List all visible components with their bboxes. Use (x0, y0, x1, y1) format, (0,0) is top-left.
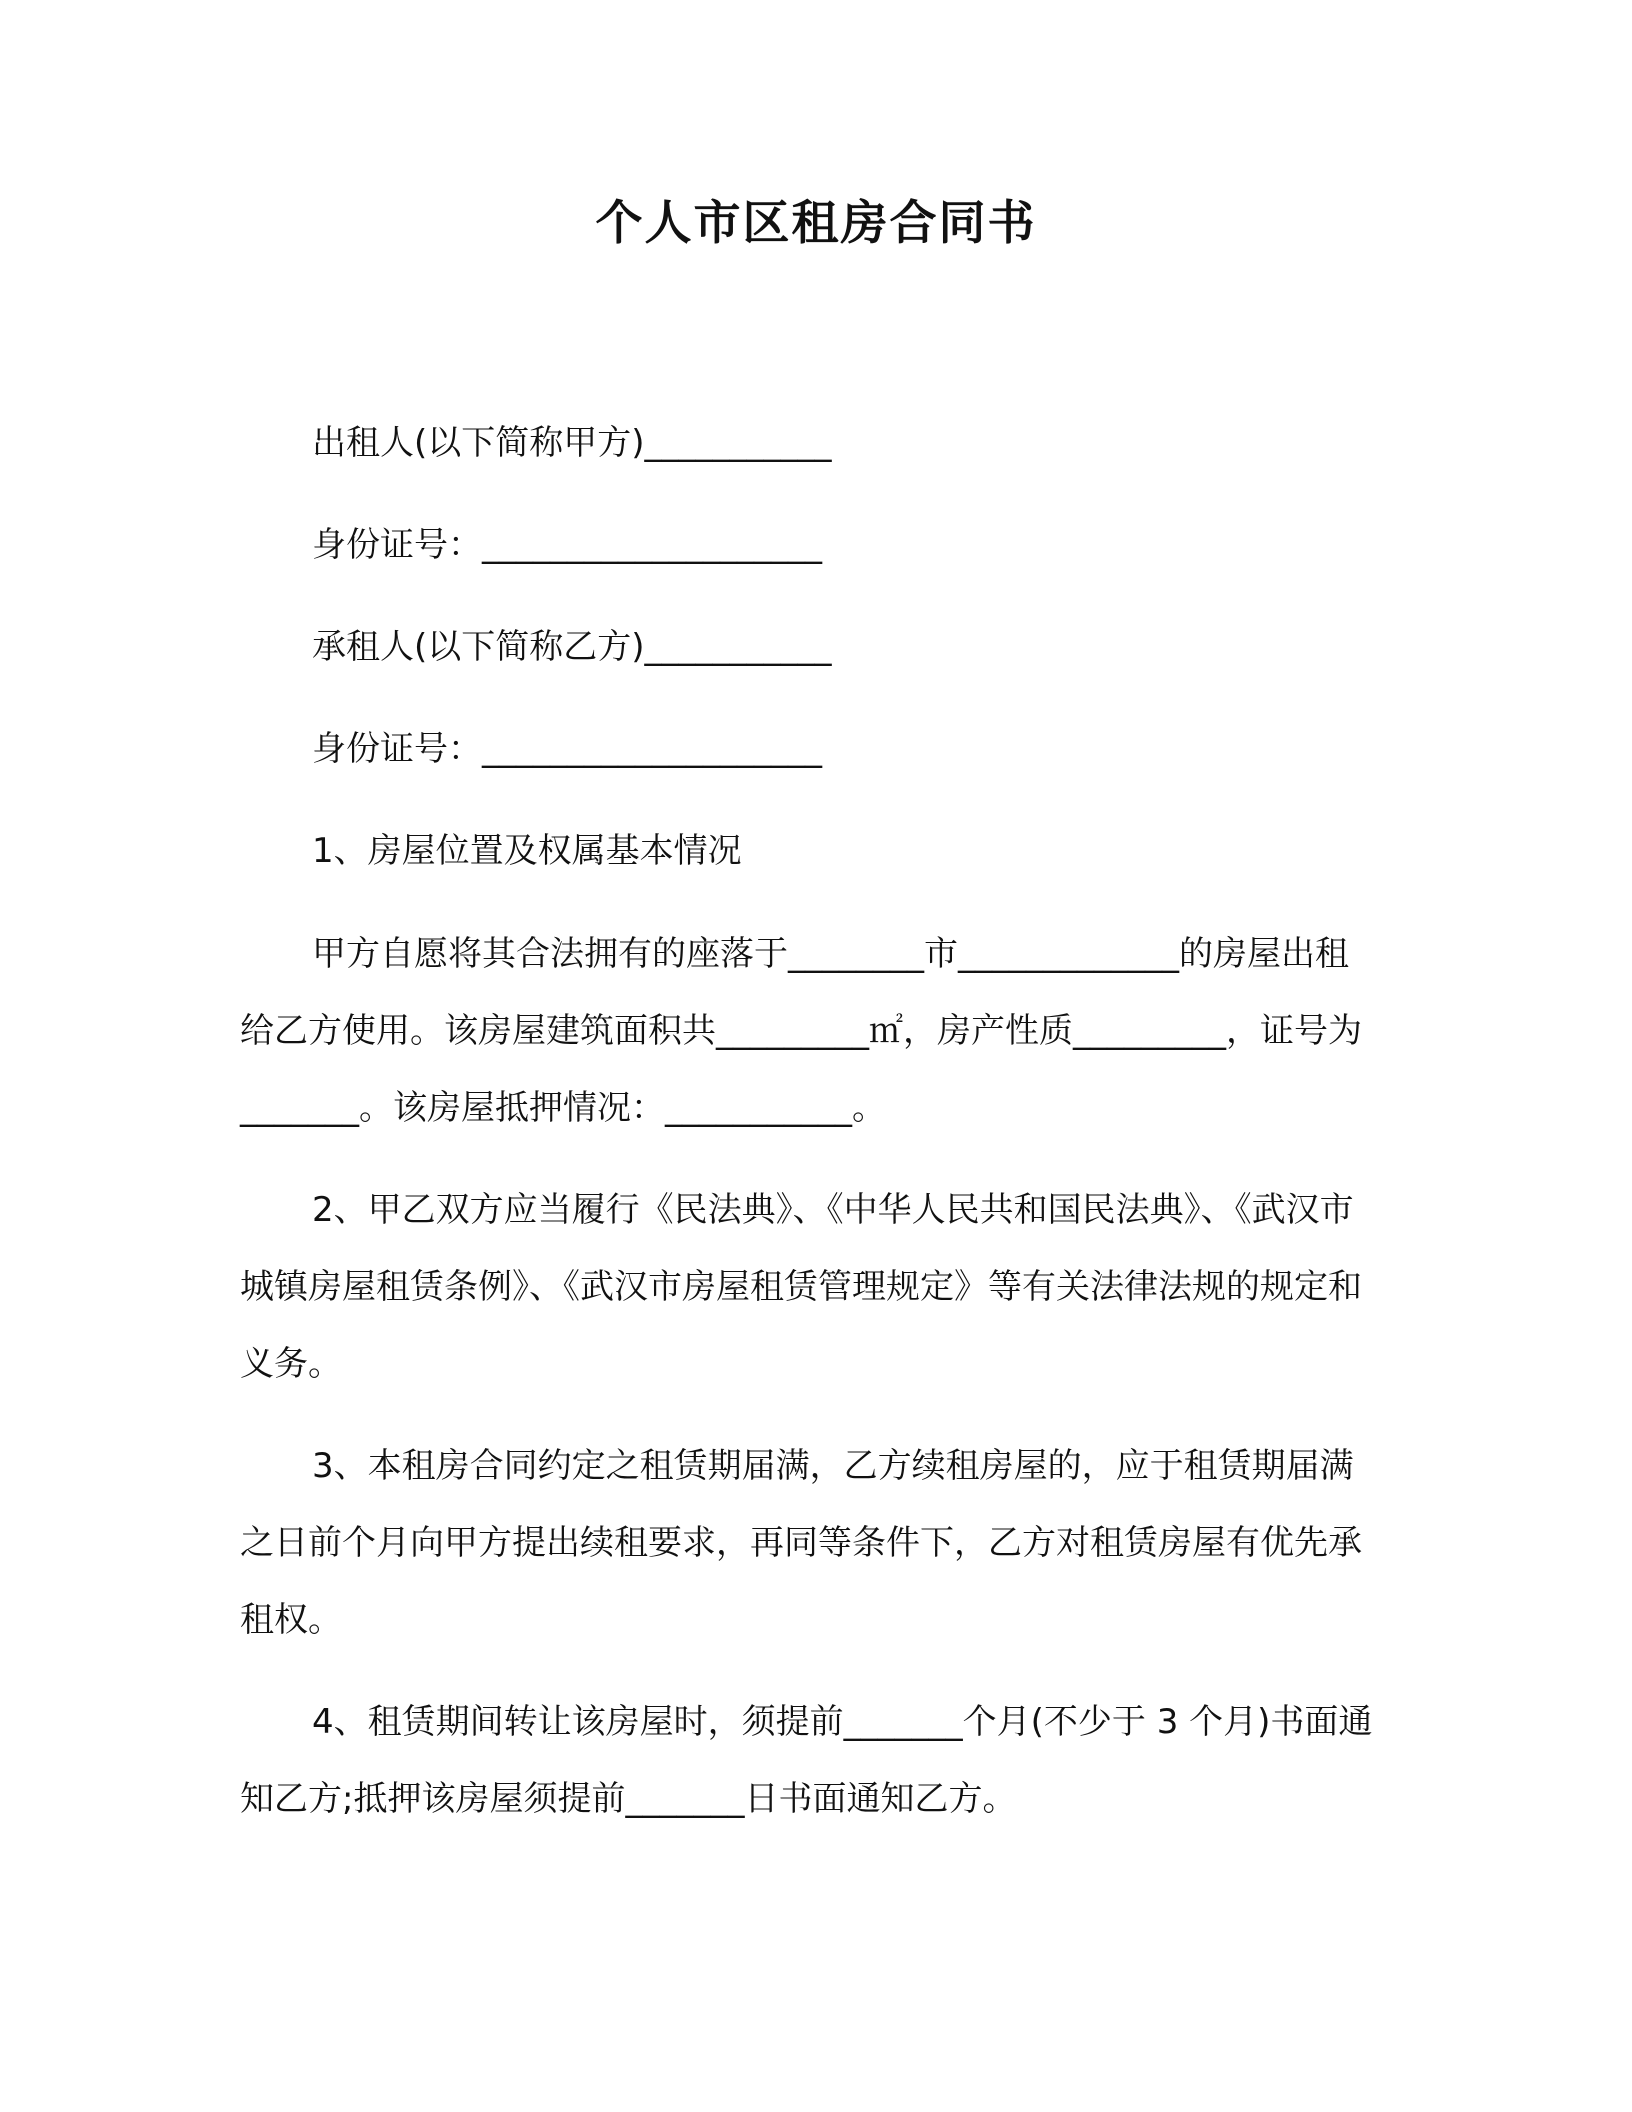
lessor-id-field: 身份证号：____________________ (312, 525, 822, 565)
section-4-body: 4、租赁期间转让该房屋时，须提前_______个月(不少于 3 个月)书面通知乙方;抵押该房屋须提前_______日书面通知乙方。 (240, 1702, 1373, 1819)
section-1 (240, 916, 1380, 1147)
section-3 (240, 1428, 1380, 1659)
lessor-field: 出租人(以下简称甲方)___________ (312, 423, 832, 463)
section-1-heading: 1、房屋位置及权属基本情况 (312, 831, 742, 871)
section-1-body: 甲方自愿将其合法拥有的座落于________市_____________的房屋出租给乙方使用。该房屋建筑面积共_________㎡，房产性质_________，证号为_______。该房屋抵押情况：___________。 (240, 934, 1362, 1128)
lessee-id-field: 身份证号：____________________ (312, 729, 822, 769)
section-2 (240, 1172, 1380, 1403)
section-4 (240, 1684, 1380, 1838)
lessee-field: 承租人(以下简称乙方)___________ (312, 627, 832, 667)
document-title: 个人市区租房合同书 (595, 196, 1037, 251)
section-3-body: 3、本租房合同约定之租赁期届满，乙方续租房屋的，应于租赁期届满之日前个月向甲方提出续租要求，再同等条件下，乙方对租赁房屋有优先承租权。 (240, 1446, 1362, 1640)
section-2-body: 2、甲乙双方应当履行《民法典》、《中华人民共和国民法典》、《武汉市城镇房屋租赁条例》、《武汉市房屋租赁管理规定》等有关法律法规的规定和义务。 (240, 1190, 1362, 1384)
